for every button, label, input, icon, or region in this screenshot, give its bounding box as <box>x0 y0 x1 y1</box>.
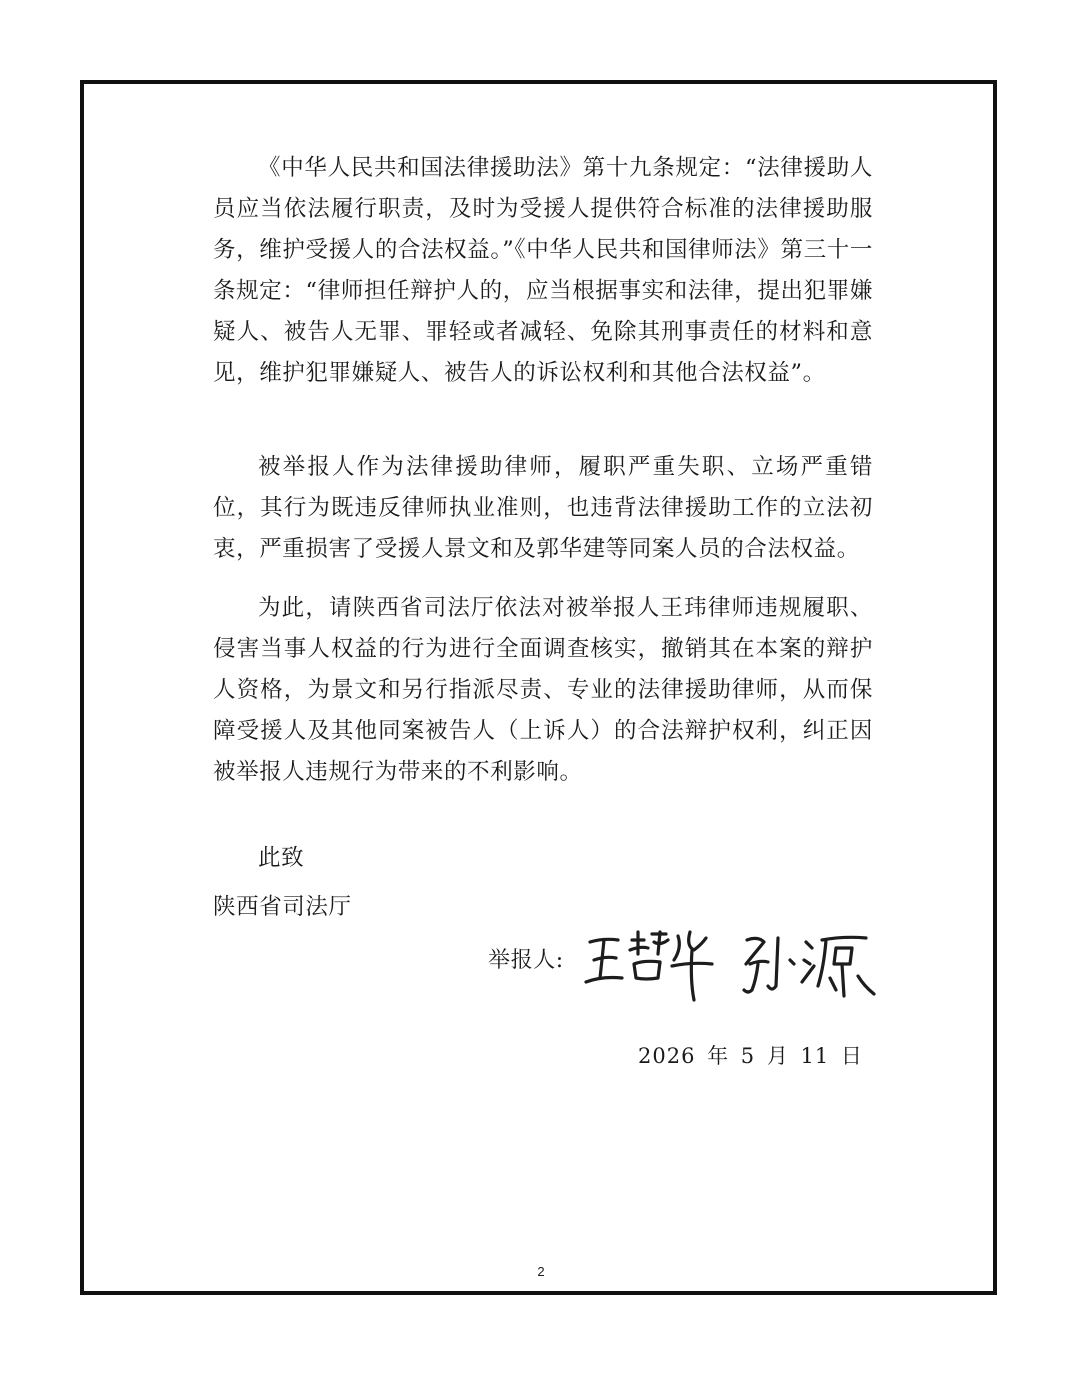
body-paragraph-2 <box>213 447 873 570</box>
closing-salutation: 此致 <box>258 845 305 871</box>
body-paragraph-3 <box>213 588 873 793</box>
paragraph-text-2: 被举报人作为法律援助律师，履职严重失职、立场严重错位，其行为既违反律师执业准则，也违背法律援助工作的立法初衷，严重损害了受援人景文和及郭华建等同案人员的合法权益。 <box>213 454 873 562</box>
date: 2026 年 5 月 11 日 <box>638 1044 863 1068</box>
body-paragraph-1 <box>213 148 873 394</box>
paragraph-text-1: 《中华人民共和国法律援助法》第十九条规定：“法律援助人员应当依法履行职责，及时为受援人提供符合标准的法律援助服务，维护受援人的合法权益。”《中华人民共和国律师法》第三十一条规定：“律师担任辩护人的，应当根据事实和法律，提出犯罪嫌疑人、被告人无罪、罪轻或者减轻、免除其刑事责任的材料和意见，维护犯罪嫌疑人、被告人的诉讼权利和其他合法权益”。 <box>213 155 873 386</box>
handwritten-signature <box>582 920 882 1010</box>
paragraph-text-3: 为此，请陕西省司法厅依法对被举报人王玮律师违规履职、侵害当事人权益的行为进行全面调查核实，撤销其在本案的辩护人资格，为景文和另行指派尽责、专业的法律援助律师，从而保障受援人及其他同案被告人（上诉人）的合法辩护权利，纠正因被举报人违规行为带来的不利影响。 <box>213 595 873 785</box>
recipient: 陕西省司法厅 <box>213 894 352 920</box>
reporter-label: 举报人: <box>488 948 564 973</box>
page-number: 2 <box>537 1264 545 1279</box>
